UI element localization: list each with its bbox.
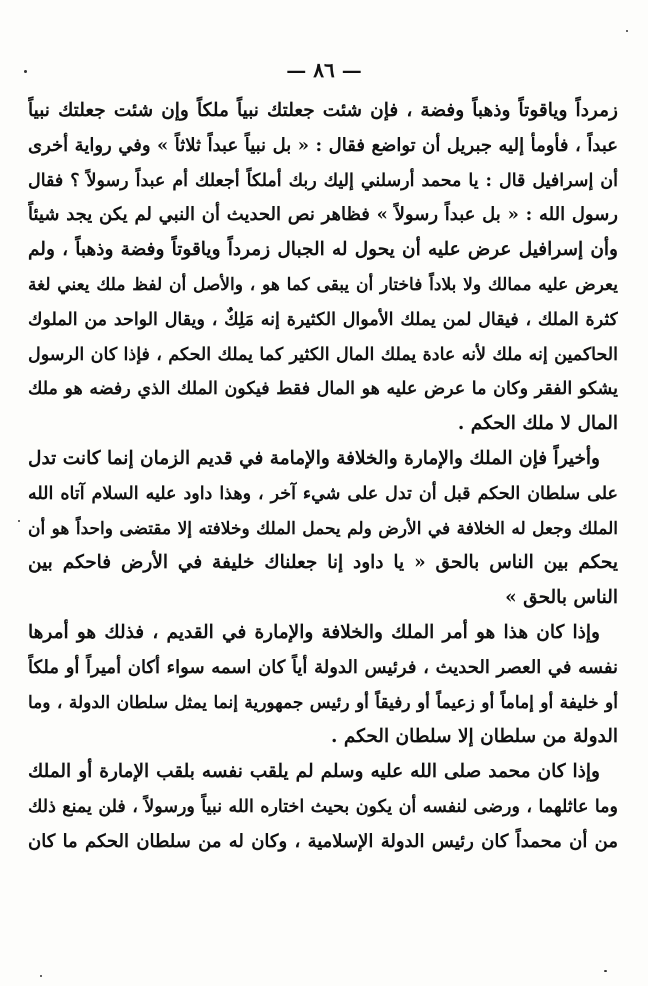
text-line: يعرض عليه ممالك ولا بلاداً فاختار أن يبقى كما هو ، والأصل أن لفظ ملك يعني لغة: [28, 274, 618, 295]
text-line: الحاكمين إنه ملك لأنه عادة يملك المال الكثير كما يملك الحكم ، فإذا كان الرسول: [28, 344, 618, 365]
text-line: أو خليفة أو إماماً أو زعيماً أو رفيقاً أو رئيس جمهورية إنما يمثل سلطان الدولة ، وما: [28, 692, 618, 713]
text-line: وإذا كان محمد صلى الله عليه وسلم لم يلقب نفسه بلقب الإمارة أو الملك: [28, 761, 600, 783]
text-line: زمرداً وياقوتاً وذهباً وفضة ، فإن شئت جعلتك نبياً ملكاً وإن شئت جعلتك نبياً: [28, 100, 618, 121]
text-line: وأن إسرافيل عرض عليه أن يحول له الجبال زمرداً وياقوتاً وفضة وذهباً ، ولم: [28, 239, 618, 261]
text-line: الناس بالحق »: [505, 587, 618, 609]
scan-speck: [24, 70, 27, 73]
scan-speck: [604, 970, 607, 972]
text-line: وإذا كان هذا هو أمر الملك والخلافة والإمارة في القديم ، فذلك هو أمرها: [28, 621, 600, 643]
text-line: كثرة الملك ، فيقال لمن يملك الأموال الكثيرة إنه مَلِكٌ ، ويقال الواحد من الملوك: [28, 309, 618, 330]
text-line: يشكو الفقر وكان ما عرض عليه هو المال فقط فيكون الملك الذي رفضه هو ملك: [28, 379, 618, 400]
text-line: عبداً ، فأومأ إليه جبريل أن تواضع فقال : « بل نبياً عبداً ثلاثاً » وفي رواية أخرى: [28, 134, 618, 156]
text-line: على سلطان الحكم قبل أن تدل على شيء آخر ، وهذا داود عليه السلام آتاه الله: [28, 483, 618, 504]
text-line: يحكم بين الناس بالحق « يا داود إنا جعلناك خليفة في الأرض فاحكم بين: [28, 552, 618, 574]
scan-speck: [40, 975, 42, 977]
text-line: الدولة من سلطان إلا سلطان الحكم .: [330, 726, 618, 748]
text-line: وأخيراً فإن الملك والإمارة والخلافة والإمامة في قديم الزمان إنما كانت تدل: [28, 447, 600, 469]
text-line: من أن محمداً كان رئيس الدولة الإسلامية ، وكان له من سلطان الحكم ما كان: [28, 830, 618, 852]
scan-speck: [18, 520, 20, 522]
scan-speck: [626, 30, 628, 32]
text-line: وما عاثلهما ، ورضى لنفسه أن يكون بحيث اختاره الله نبياً ورسولاً ، فلن يمنع ذلك: [28, 796, 618, 817]
body-text: [28, 94, 618, 860]
text-line: المال لا ملك الحكم .: [457, 413, 618, 435]
text-line: نفسه في العصر الحديث ، فرئيس الدولة أياً كان اسمه سواء أكان أميراً أو ملكاً: [28, 656, 618, 678]
page-number: — ٨٦ —: [286, 58, 362, 82]
text-line: الملك وجعل له الخلافة في الأرض ولم يحمل الملك وخلافته إلا مقتضى واحداً هو أن: [28, 518, 618, 539]
text-line: أن إسرافيل قال : يا محمد أرسلني إليك ربك أملكاً أجعلك أم عبداً رسولاً ؟ فقال: [28, 170, 618, 191]
text-line: رسول الله : « بل عبداً رسولاً » فظاهر نص الحديث أن النبي لم يكن يجد شيئاً: [28, 204, 618, 226]
